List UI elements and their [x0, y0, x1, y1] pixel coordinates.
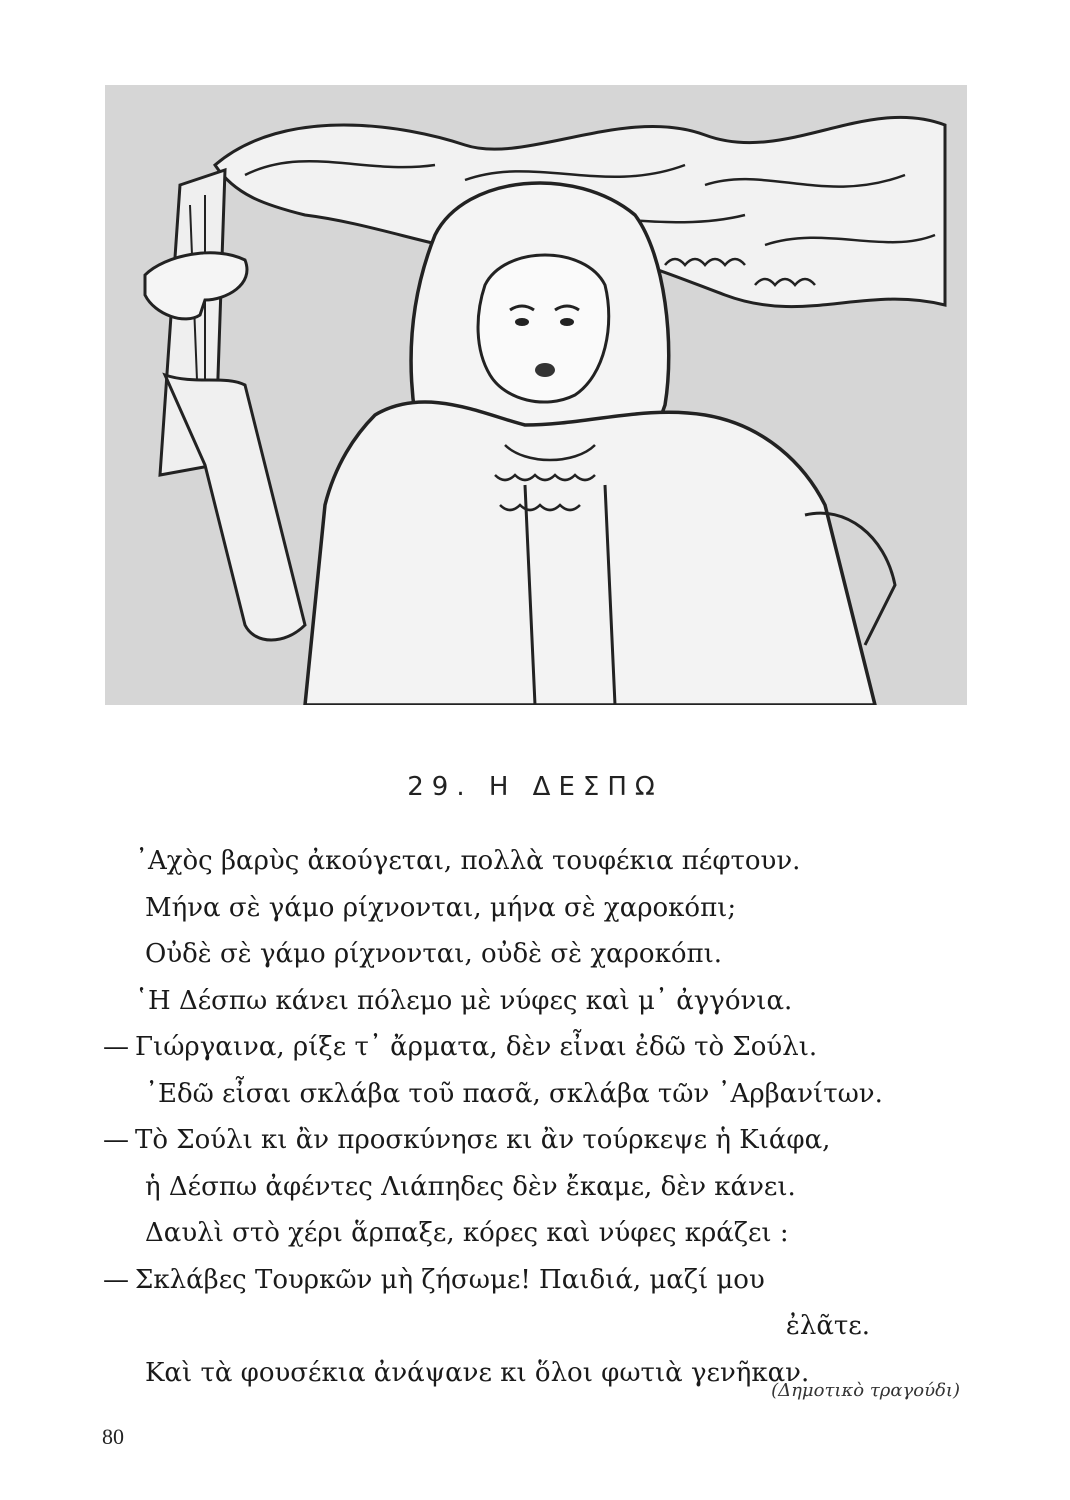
poem-line	[95, 1303, 915, 1350]
line-text: ῾Η Δέσπω κάνει πόλεμο μὲ νύφες καὶ μ᾿ ἀγγόνια.	[135, 985, 793, 1016]
poem-line	[95, 1024, 915, 1071]
line-text: Σκλάβες Τουρκῶν μὴ ζήσωμε! Παιδιά, μαζί μου	[135, 1264, 765, 1295]
line-text: Οὐδὲ σὲ γάμο ρίχνονται, οὐδὲ σὲ χαροκόπι.	[145, 939, 723, 969]
poem-line	[95, 838, 915, 885]
line-text: Δαυλὶ στὸ χέρι ἅρπαξε, κόρες καὶ νύφες κράζει :	[145, 1218, 789, 1248]
line-text: ἐλᾶτε.	[785, 1311, 870, 1341]
torch-woman-drawing-icon	[105, 85, 967, 705]
poem-line	[95, 1071, 915, 1118]
poem-line	[95, 1257, 915, 1304]
line-text: Τὸ Σούλι κι ἂν προσκύνησε κι ἂν τούρκεψε ἡ Κιάφα,	[135, 1125, 831, 1155]
line-dash: —	[103, 1264, 129, 1295]
poem	[95, 838, 915, 1396]
illustration-image	[105, 85, 967, 705]
line-dash: —	[103, 1032, 129, 1062]
poem-line	[95, 885, 915, 932]
line-text: Γιώργαινα, ρίξε τ᾿ ἄρματα, δὲν εἶναι ἐδῶ τὸ Σούλι.	[135, 1032, 818, 1062]
line-text: Μήνα σὲ γάμο ρίχνονται, μήνα σὲ χαροκόπι;	[145, 892, 737, 923]
poem-line	[95, 1210, 915, 1257]
source-credit: (Δημοτικὸ τραγούδι)	[771, 1380, 960, 1401]
poem-line	[95, 931, 915, 978]
poem-line	[95, 1164, 915, 1211]
line-text: ᾿Εδῶ εἶσαι σκλάβα τοῦ πασᾶ, σκλάβα τῶν ᾿Αρβανίτων.	[145, 1078, 883, 1109]
page-title: 29. Η ΔΕΣΠΩ	[407, 772, 663, 802]
page-number: 80	[102, 1424, 124, 1449]
line-text: ἡ Δέσπω ἀφέντες Λιάπηδες δὲν ἔκαμε, δὲν κάνει.	[145, 1171, 796, 1202]
line-text: Καὶ τὰ φουσέκια ἀνάψανε κι ὅλοι φωτιὰ γενῆκαν.	[145, 1357, 810, 1388]
line-dash: —	[103, 1125, 129, 1155]
poem-line	[95, 978, 915, 1025]
line-text: ᾿Αχὸς βαρὺς ἀκούγεται, πολλὰ τουφέκια πέφτουν.	[135, 846, 801, 876]
poem-line	[95, 1117, 915, 1164]
